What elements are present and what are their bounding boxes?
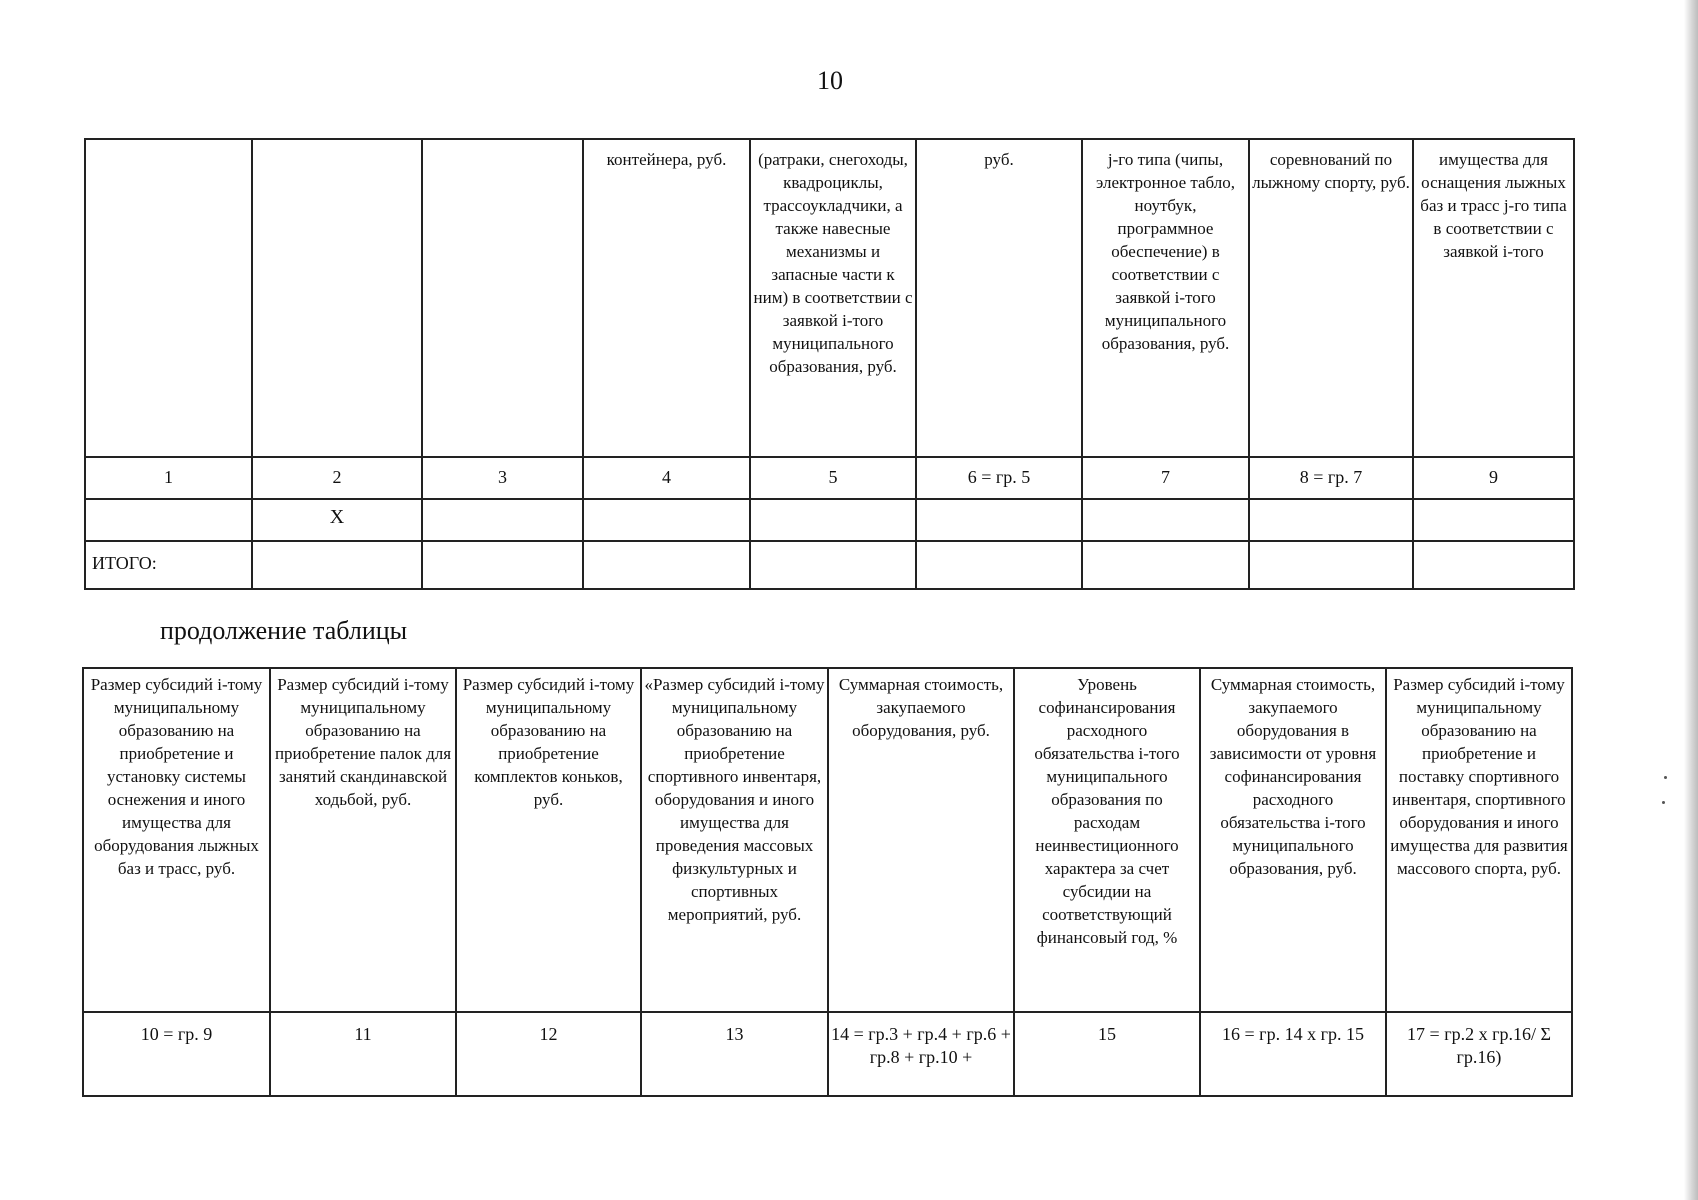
column-number-cell: 10 = гр. 9: [83, 1012, 270, 1096]
page-number: 10: [817, 66, 843, 95]
header-cell: контейнера, руб.: [583, 139, 750, 457]
scan-speck: [1662, 801, 1665, 804]
column-number-cell: 6 = гр. 5: [916, 457, 1082, 499]
header-cell: [85, 139, 252, 457]
table-bottom-header-row: [83, 668, 1572, 1012]
header-cell: Суммарная стоимость, закупаемого оборудования, руб.: [828, 668, 1014, 1012]
scan-edge-shadow: [1684, 0, 1698, 1200]
data-cell: [1082, 499, 1249, 541]
header-cell: Уровень софинансирования расходного обязательства i-того муниципального образования по расходам неинвестиционного характера за счет субсидии на соответствующий финансовый год, %: [1014, 668, 1200, 1012]
header-cell: j-го типа (чипы, электронное табло, ноутбук, программное обеспечение) в соответствии с заявкой i-того муниципального образования, руб.: [1082, 139, 1249, 457]
header-cell: [252, 139, 422, 457]
header-cell: имущества для оснащения лыжных баз и трасс j-го типа в соответствии с заявкой i-того: [1413, 139, 1574, 457]
column-number-cell: 15: [1014, 1012, 1200, 1096]
column-number-cell: 4: [583, 457, 750, 499]
data-cell: Х: [252, 499, 422, 541]
header-cell: (ратраки, снегоходы, квадроциклы, трассоукладчики, а также навесные механизмы и запасные части к ним) в соответствии с заявкой i-того муниципального образования, руб.: [750, 139, 916, 457]
scan-speck: [1664, 776, 1667, 779]
column-number-cell: 12: [456, 1012, 641, 1096]
column-number-cell: 13: [641, 1012, 828, 1096]
header-cell: «Размер субсидий i-тому муниципальному образованию на приобретение спортивного инвентаря, оборудования и иного имущества для проведения массовых физкультурных и спортивных мероприятий, руб.: [641, 668, 828, 1012]
table-row: [85, 499, 1574, 541]
data-cell: [85, 499, 252, 541]
table-top-column-numbers-row: [85, 457, 1574, 499]
continuation-label: продолжение таблицы: [160, 616, 408, 645]
table-top: [84, 138, 1575, 590]
total-cell: [1249, 541, 1413, 589]
data-cell: [1413, 499, 1574, 541]
column-number-cell: 11: [270, 1012, 456, 1096]
total-cell: [750, 541, 916, 589]
table-top-header-row: [85, 139, 1574, 457]
data-cell: [583, 499, 750, 541]
header-cell: Размер субсидий i-тому муниципальному образованию на приобретение и установку системы оснежения и иного имущества для оборудования лыжных баз и трасс, руб.: [83, 668, 270, 1012]
header-cell: соревнований по лыжному спорту, руб.: [1249, 139, 1413, 457]
total-cell: [252, 541, 422, 589]
header-cell: [422, 139, 583, 457]
column-number-cell: 3: [422, 457, 583, 499]
table-bottom: [82, 667, 1573, 1097]
column-number-cell: 9: [1413, 457, 1574, 499]
data-cell: [750, 499, 916, 541]
header-cell: руб.: [916, 139, 1082, 457]
column-number-cell: 14 = гр.3 + гр.4 + гр.6 + гр.8 + гр.10 +: [828, 1012, 1014, 1096]
column-number-cell: 2: [252, 457, 422, 499]
column-number-cell: 5: [750, 457, 916, 499]
total-cell: [422, 541, 583, 589]
data-cell: [916, 499, 1082, 541]
column-number-cell: 7: [1082, 457, 1249, 499]
data-cell: [1249, 499, 1413, 541]
table-bottom-column-numbers-row: [83, 1012, 1572, 1096]
header-cell: Размер субсидий i-тому муниципальному образованию на приобретение комплектов коньков, руб.: [456, 668, 641, 1012]
table-total-row: [85, 541, 1574, 589]
column-number-cell: 16 = гр. 14 х гр. 15: [1200, 1012, 1386, 1096]
total-cell: [583, 541, 750, 589]
column-number-cell: 17 = гр.2 х гр.16/ Σ гр.16): [1386, 1012, 1572, 1096]
header-cell: Суммарная стоимость, закупаемого оборудования в зависимости от уровня софинансирования расходного обязательства i-того муниципального образования, руб.: [1200, 668, 1386, 1012]
total-cell: [1413, 541, 1574, 589]
total-cell: [1082, 541, 1249, 589]
total-cell: [916, 541, 1082, 589]
header-cell: Размер субсидий i-тому муниципальному образованию на приобретение и поставку спортивного инвентаря, спортивного оборудования и иного имущества для развития массового спорта, руб.: [1386, 668, 1572, 1012]
data-cell: [422, 499, 583, 541]
total-label: ИТОГО:: [85, 541, 252, 589]
header-cell: Размер субсидий i-тому муниципальному образованию на приобретение палок для занятий скандинавской ходьбой, руб.: [270, 668, 456, 1012]
column-number-cell: 8 = гр. 7: [1249, 457, 1413, 499]
column-number-cell: 1: [85, 457, 252, 499]
